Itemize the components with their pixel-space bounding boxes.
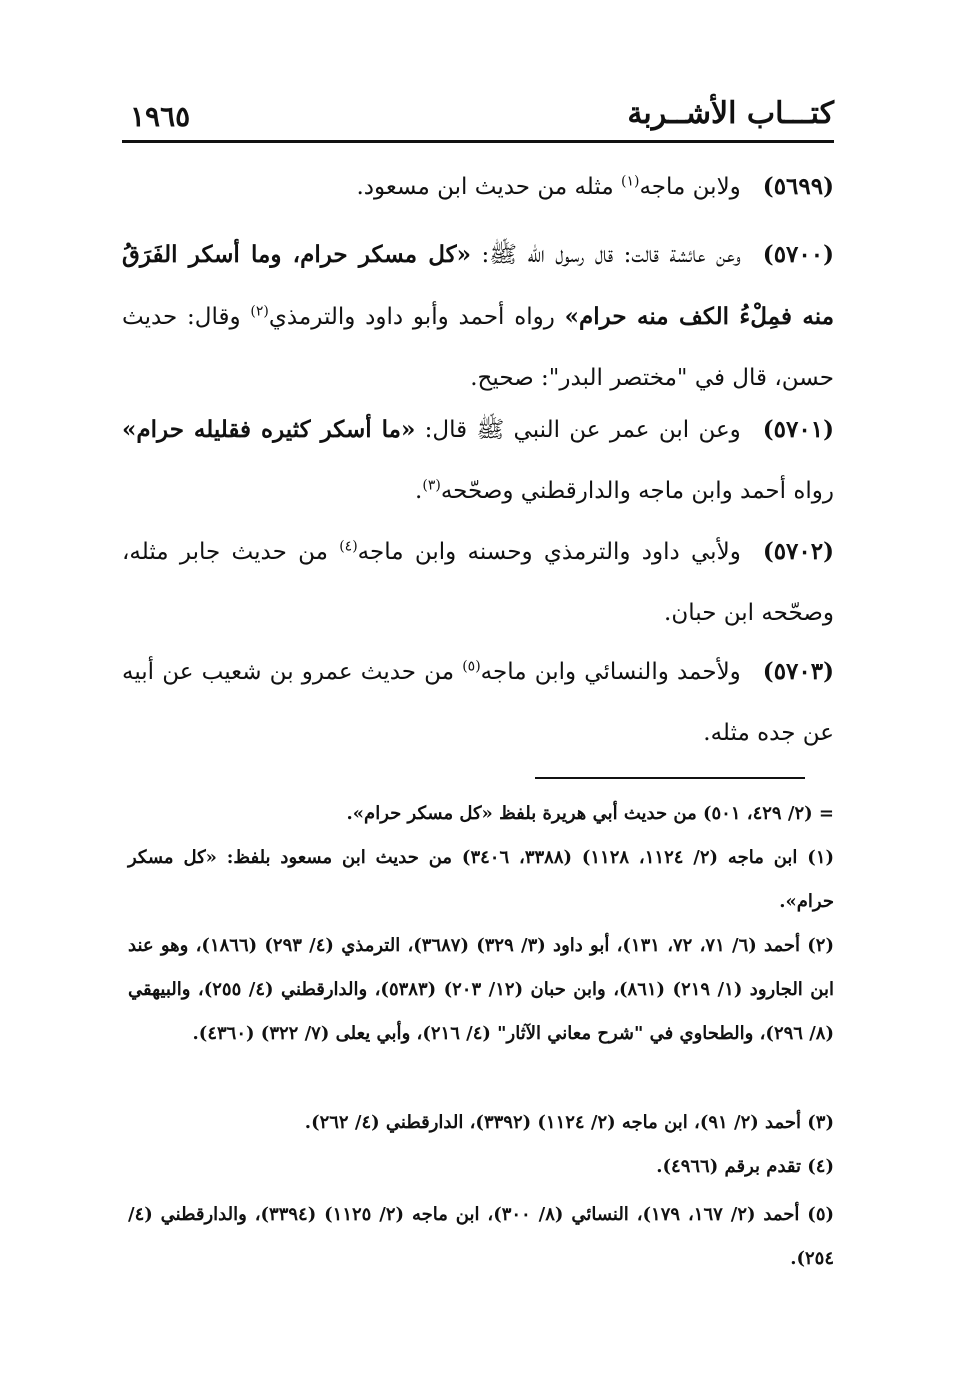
- entry-text: .: [415, 478, 423, 504]
- footnote: (٤) تقدم برقم (٤٩٦٦).: [656, 1156, 834, 1177]
- footnote: (٣) أحمد (٢/ ٩١)، ابن ماجه (٢/ ١١٢٤) (٣٣٩٢)، الدارقطني (٤/ ٢٦٢).: [304, 1112, 834, 1133]
- entry-text: ولأحمد والنسائي وابن ماجه: [480, 659, 741, 685]
- hadith-entry: [122, 399, 834, 522]
- footnote: (١) ابن ماجه (٢/ ١١٢٤، ١١٢٨) (٣٣٨٨، ٣٤٠٦) من حديث ابن مسعود بلفظ: «كل مسكر حرام».: [128, 847, 835, 912]
- hadith-text: «كل مسكر حرام، وما أسكر الفَرَقُ منه فمِلْءُ الكف منه حرام»: [122, 241, 835, 330]
- footnote-ref: (١): [621, 173, 640, 190]
- footnote-ref: (٤): [339, 538, 358, 555]
- entry-text: وعن عائشة قالت: قال رسول الله ﷺ:: [471, 242, 741, 268]
- hadith-number: (٥٧٠١): [762, 416, 834, 443]
- entry-text: مثله من حديث ابن مسعود.: [356, 174, 621, 200]
- entry-text: من حديث عمرو بن شعيب عن أبيه عن جده مثله.: [122, 659, 834, 746]
- footnote-ref: (٣): [422, 477, 441, 494]
- entry-text: من حديث جابر مثله، وصحّحه ابن حبان.: [122, 539, 834, 626]
- entry-text: ولأبي داود والترمذي وحسنه وابن ماجه: [357, 539, 741, 565]
- header-rule: [122, 140, 834, 143]
- hadith-text: «ما أسكر كثيره فقليله حرام»: [122, 416, 416, 443]
- chapter-title: كتـــاب الأشــربة: [627, 96, 834, 131]
- footnote-ref: (٢): [250, 303, 269, 320]
- hadith-number: (٥٧٠٠): [762, 241, 834, 268]
- entry-text: وعن ابن عمر عن النبي ﷺ قال:: [415, 417, 741, 443]
- entry-text: ولابن ماجه: [639, 174, 741, 200]
- footnote-ref: (٥): [462, 658, 481, 675]
- page-header: [122, 96, 834, 146]
- footnote: = (٢/ ٤٢٩، ٥٠١) من حديث أبي هريرة بلفظ «كل مسكر حرام».: [346, 803, 834, 824]
- hadith-entry: [122, 521, 834, 644]
- entry-text: وقال: حديث حسن، قال في "مختصر البدر": صحيح.: [122, 304, 834, 391]
- footnote-separator: [535, 777, 805, 779]
- hadith-entry: [122, 224, 834, 409]
- footnote: (٥) أحمد (٢/ ١٦٧، ١٧٩)، النسائي (٨/ ٣٠٠)، ابن ماجه (٢/ ١١٢٥) (٣٣٩٤)، والدارقطني (٤/ ٢٥٤).: [128, 1204, 835, 1269]
- entry-text: رواه أحمد وأبو داود والترمذي: [268, 304, 565, 330]
- hadith-entry: [122, 156, 834, 218]
- hadith-number: (٥٧٠٣): [762, 658, 834, 685]
- page-number: ١٩٦٥: [130, 100, 191, 133]
- hadith-entry: [122, 641, 834, 764]
- hadith-number: (٥٧٠٢): [762, 538, 835, 565]
- hadith-number: (٥٦٩٩): [762, 173, 834, 200]
- footnote: (٢) أحمد (٦/ ٧١، ٧٢، ١٣١)، أبو داود (٣/ ٣٢٩) (٣٦٨٧)، الترمذي (٤/ ٢٩٣) (١٨٦٦)، وهو عند ابن الجارود (١/ ٢١٩) (٨٦١)، وابن حبان (١٢/ ٢٠٣) (٥٣٨٣)، والدارقطني (٤/ ٢٥٥)، والبيهقي (٨/ ٢٩٦)، والطحاوي في "شرح معاني الآثار" (٤/ ٢١٦)، وأبي يعلى (٧/ ٣٢٢) (٤٣٦٠).: [128, 935, 834, 1044]
- entry-text: رواه أحمد وابن ماجه والدارقطني وصحّحه: [440, 478, 834, 504]
